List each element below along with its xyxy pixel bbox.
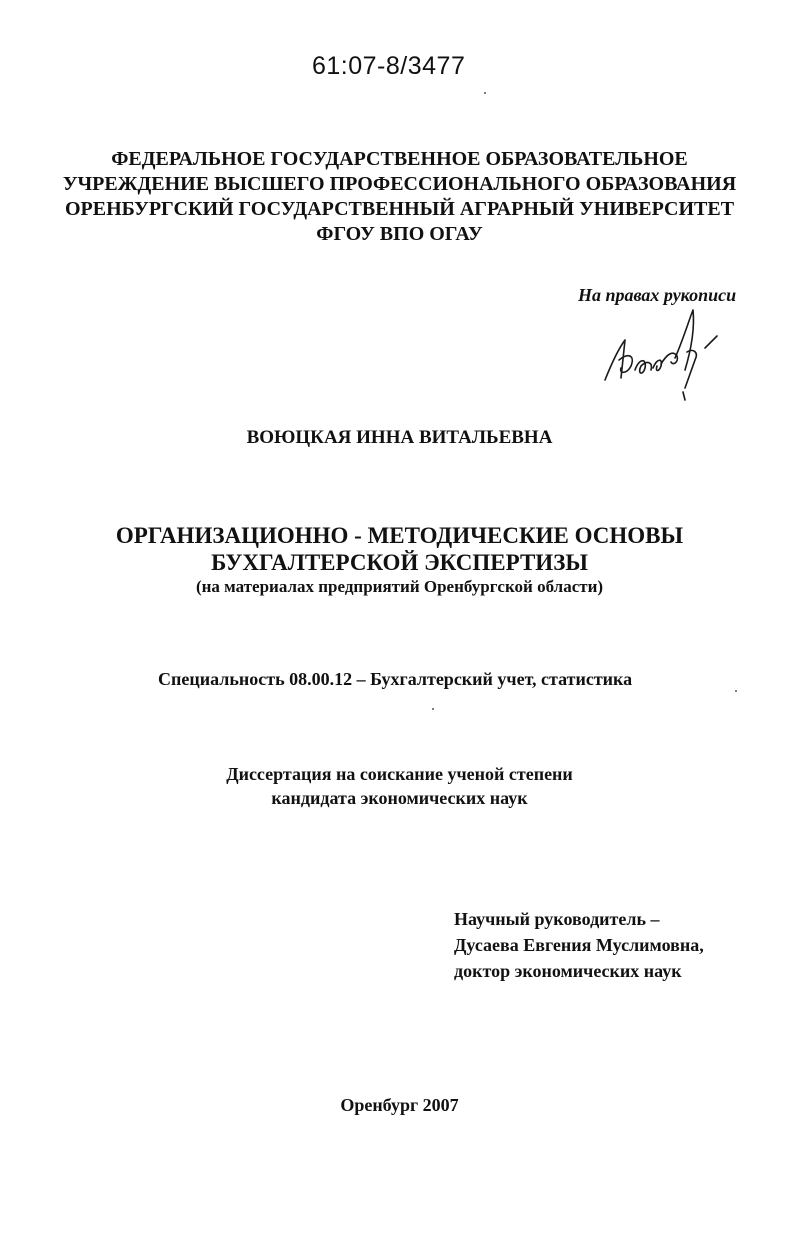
author-name: ВОЮЦКАЯ ИННА ВИТАЛЬЕВНА <box>246 427 553 448</box>
supervisor-degree: доктор экономических наук <box>454 961 682 981</box>
registry-code: 61:07-8/3477 <box>312 52 466 80</box>
institution-line: ФЕДЕРАЛЬНОЕ ГОСУДАРСТВЕННОЕ ОБРАЗОВАТЕЛЬНОЕ <box>111 148 688 170</box>
institution-line: ОРЕНБУРГСКИЙ ГОСУДАРСТВЕННЫЙ АГРАРНЫЙ УНИВЕРСИТЕТ <box>64 198 735 220</box>
supervisor-label: Научный руководитель – <box>454 909 660 929</box>
institution-header <box>0 147 799 247</box>
city-year: Оренбург 2007 <box>340 1095 459 1115</box>
supervisor-name: Дусаева Евгения Муслимовна, <box>454 935 704 955</box>
handwritten-signature <box>595 300 735 405</box>
manuscript-rights-note: На правах рукописи <box>578 285 737 305</box>
institution-abbreviation: ФГОУ ВПО ОГАУ <box>316 223 483 245</box>
institution-line: УЧРЕЖДЕНИЕ ВЫСШЕГО ПРОФЕССИОНАЛЬНОГО ОБРАЗОВАНИЯ <box>62 173 737 195</box>
title-line: БУХГАЛТЕРСКОЙ ЭКСПЕРТИЗЫ <box>211 550 588 575</box>
dissertation-subtitle: (на материалах предприятий Оренбургской области) <box>195 577 604 596</box>
scan-speck <box>484 92 486 94</box>
degree-statement <box>0 762 799 810</box>
scan-speck <box>432 708 434 710</box>
degree-line: кандидата экономических наук <box>271 788 528 808</box>
title-line: ОРГАНИЗАЦИОННО - МЕТОДИЧЕСКИЕ ОСНОВЫ <box>115 523 684 548</box>
supervisor-block <box>454 906 704 984</box>
specialty-line: Специальность 08.00.12 – Бухгалтерский учет, статистика <box>158 669 633 689</box>
dissertation-title <box>0 522 799 576</box>
degree-line: Диссертация на соискание ученой степени <box>226 764 573 784</box>
scan-speck <box>735 690 737 692</box>
